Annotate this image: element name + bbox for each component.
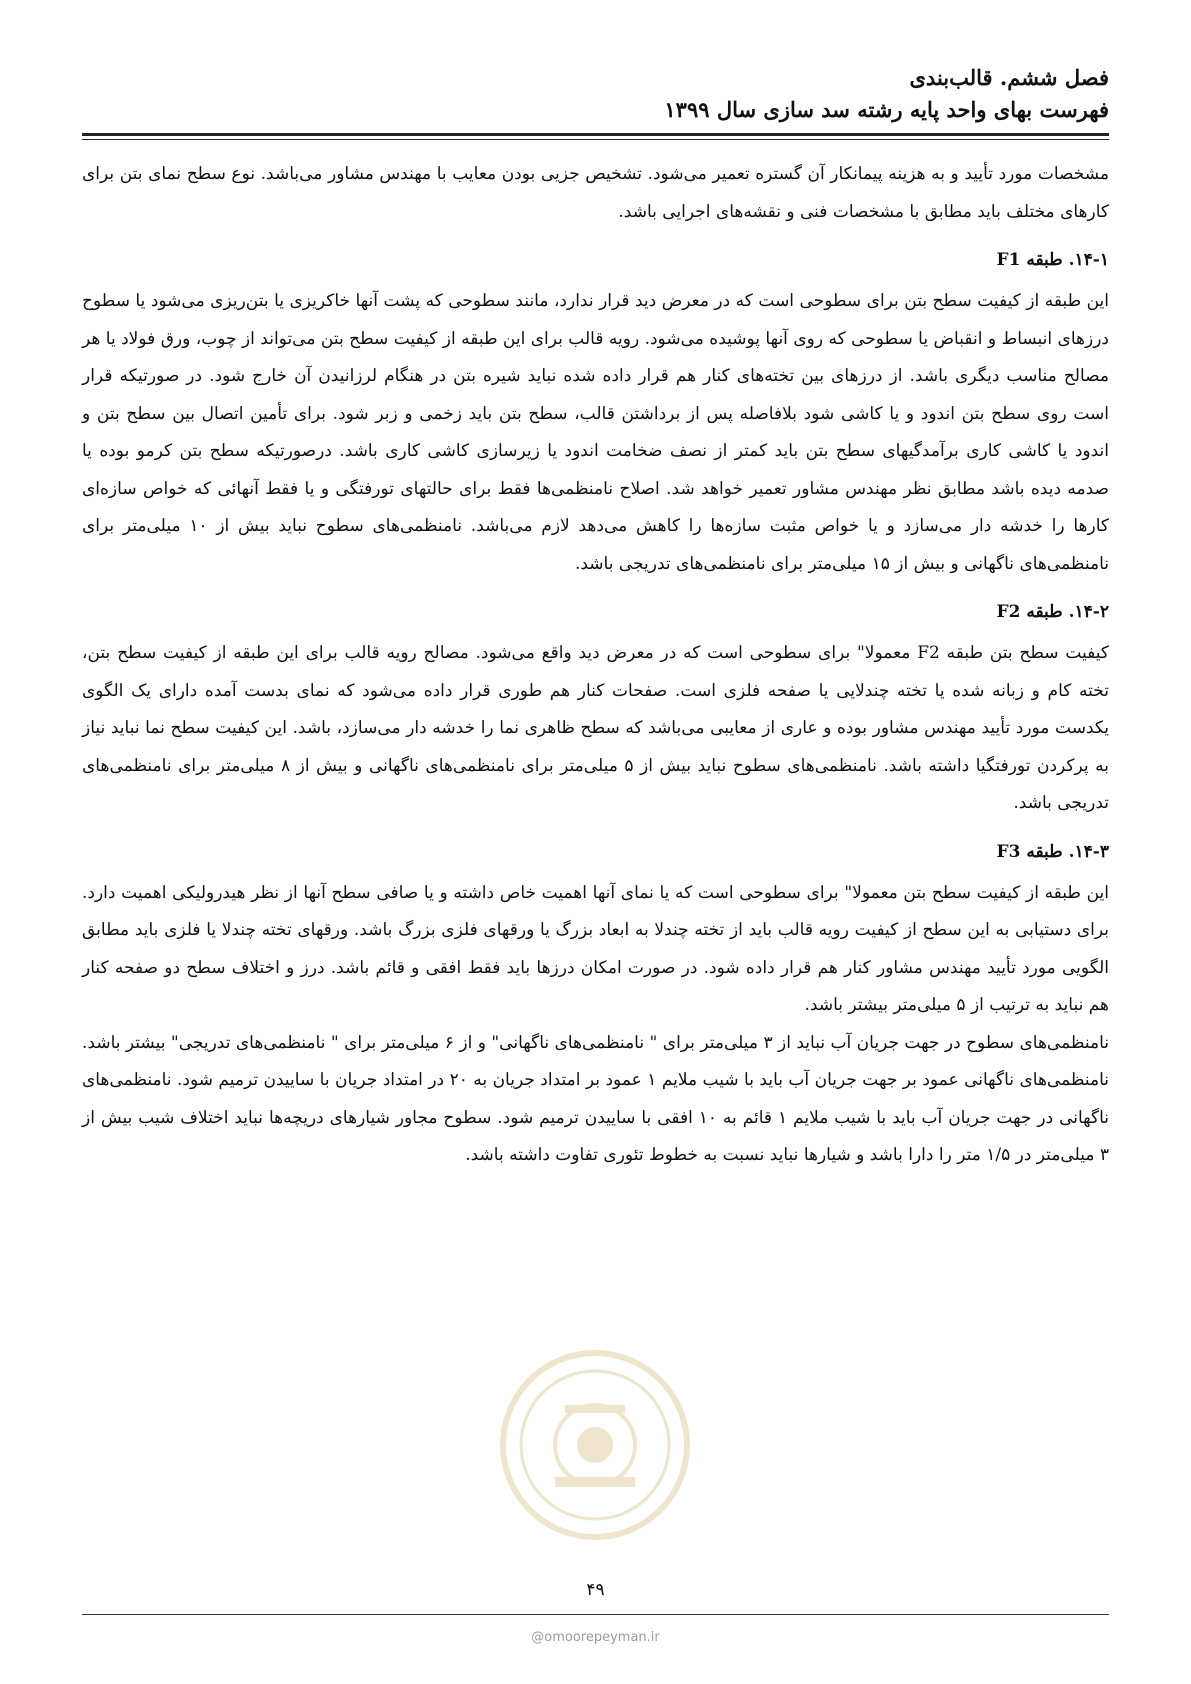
- section-heading-f3: ۱۴-۳. طبقه F3: [996, 841, 1109, 862]
- section-f3-paragraph-1: این طبقه از کیفیت سطح بتن معمولا" برای سطوحی است که یا نمای آنها اهمیت خاص داشته و یا صافی سطح آنها از نظر هیدرولیکی اهمیت دارد. برای دستیابی به این سطح از کیفیت رویه قالب باید از تخته چندلا به ابعاد بزرگ یا ورقهای فلزی بزرگ باشد. ورقهای تخته چندلا یا فلزی باید مطابق الگویی مورد تأیید مهندس مشاور کنار هم قرار داده شود. در صورت امکان درزها باید فقط افقی و قائم باشد. درز و اختلاف سطح دو صفحه کنار هم نباید به ترتیب از ۵ میلی‌متر بیشتر باشد.: [82, 882, 1109, 1015]
- page-content: [82, 156, 1109, 1175]
- watermark-seal-icon: [495, 1345, 695, 1545]
- page-number: ۴۹: [586, 1580, 605, 1600]
- document-title: فهرست بهای واحد پایه رشته سد سازی سال ۱۳۹۹: [664, 97, 1109, 122]
- footer-rule: [82, 1614, 1109, 1615]
- section-f1-paragraph: این طبقه از کیفیت سطح بتن برای سطوحی است که در معرض دید قرار ندارد، مانند سطوحی که پشت آنها خاکریزی یا بتن‌ریزی می‌شود یا سطوح درزهای انبساط و انقباض یا سطوحی که روی آنها پوشیده می‌شود. رویه قالب برای این طبقه از کیفیت سطح بتن می‌تواند از چوب، ورق فولاد یا هر مصالح مناسب دیگری باشد. از درزهای بین تخته‌های کنار هم قرار داده شده نباید شیره بتن در هنگام لرزانیدن آن خارج شود. در صورتیکه قرار است روی سطح بتن اندود و یا کاشی شود بلافاصله پس از برداشتن قالب، سطح بتن باید زخمی و زبر شود. برای تأمین اتصال بین سطح بتن و اندود یا کاشی کاری برآمدگیهای سطح بتن باید کمتر از نصف ضخامت اندود یا زیرسازی کاشی کاری باشد. درصورتیکه سطح بتن کرمو بوده یا صدمه دیده باشد مطابق نظر مهندس مشاور تعمیر خواهد شد. اصلاح نامنظمی‌ها فقط برای حالتهای تورفتگی و یا فقط آنهائی که خواص سازه‌ای کارها را خدشه دار می‌سازد و یا خواص مثبت سازه‌ها را کاهش می‌دهد لازم می‌باشد. نامنظمی‌های سطوح نباید بیش از ۱۰ میلی‌متر برای نامنظمی‌های ناگهانی و بیش از ۱۵ میلی‌متر برای نامنظمی‌های تدریجی باشد.: [82, 291, 1109, 574]
- header-rule-thick: [82, 133, 1109, 136]
- section-f3-paragraph-2: نامنظمی‌های سطوح در جهت جریان آب نباید از ۳ میلی‌متر برای " نامنظمی‌های ناگهانی" و از ۶ میلی‌متر برای " نامنظمی‌های تدریجی" بیشتر باشد. نامنظمی‌های ناگهانی عمود بر جهت جریان آب باید با شیب ملایم ۱ عمود بر امتداد جریان به ۲۰ در امتداد جریان با ساییدن ترمیم شود. نامنظمی‌های ناگهانی در جهت جریان آب باید با شیب ملایم ۱ قائم به ۱۰ افقی با ساییدن ترمیم شود. سطوح مجاور شیارهای دریچه‌ها نباید اختلاف شیب بیش از ۳ میلی‌متر در ۱/۵ متر را دارا باشد و شیارها نباید نسبت به خطوط تئوری تفاوت داشته باشد.: [82, 1032, 1110, 1165]
- page-header: [79, 62, 1109, 126]
- header-rule-thin: [82, 139, 1109, 140]
- section-f2-paragraph: کیفیت سطح بتن طبقه F2 معمولا" برای سطوحی است که در معرض دید واقع می‌شود. مصالح رویه قالب برای این طبقه از کیفیت سطح بتن، تخته کام و زبانه شده یا تخته چندلایی یا صفحه فلزی است. صفحات کنار هم طوری قرار داده می‌شود که نمای بدست آمده دارای یک الگوی یکدست مورد تأیید مهندس مشاور بوده و عاری از معایبی می‌باشد که سطح ظاهری نما را خدشه دار می‌سازد، باشد. این کیفیت سطح نما نباید نیاز به پرکردن تورفتگیا داشته باشد. نامنظمی‌های سطوح نباید بیش از ۵ میلی‌متر برای نامنظمی‌های ناگهانی و بیش از ۸ میلی‌متر برای نامنظمی‌های تدریجی باشد.: [82, 643, 1109, 813]
- section-heading-f2: ۱۴-۲. طبقه F2: [996, 602, 1109, 622]
- website-watermark: @omoorepeyman.ir: [531, 1630, 660, 1645]
- section-heading-f1: ۱۴-۱. طبقه F1: [996, 250, 1109, 270]
- intro-paragraph: مشخصات مورد تأیید و به هزینه پیمانکار آن گستره تعمیر می‌شود. تشخیص جزیی بودن معایب با مهندس مشاور می‌باشد. نوع سطح نمای بتن برای کارهای مختلف باید مطابق با مشخصات فنی و نقشه‌های اجرایی باشد.: [82, 164, 1109, 222]
- chapter-title: فصل ششم. قالب‌بندی: [909, 65, 1109, 90]
